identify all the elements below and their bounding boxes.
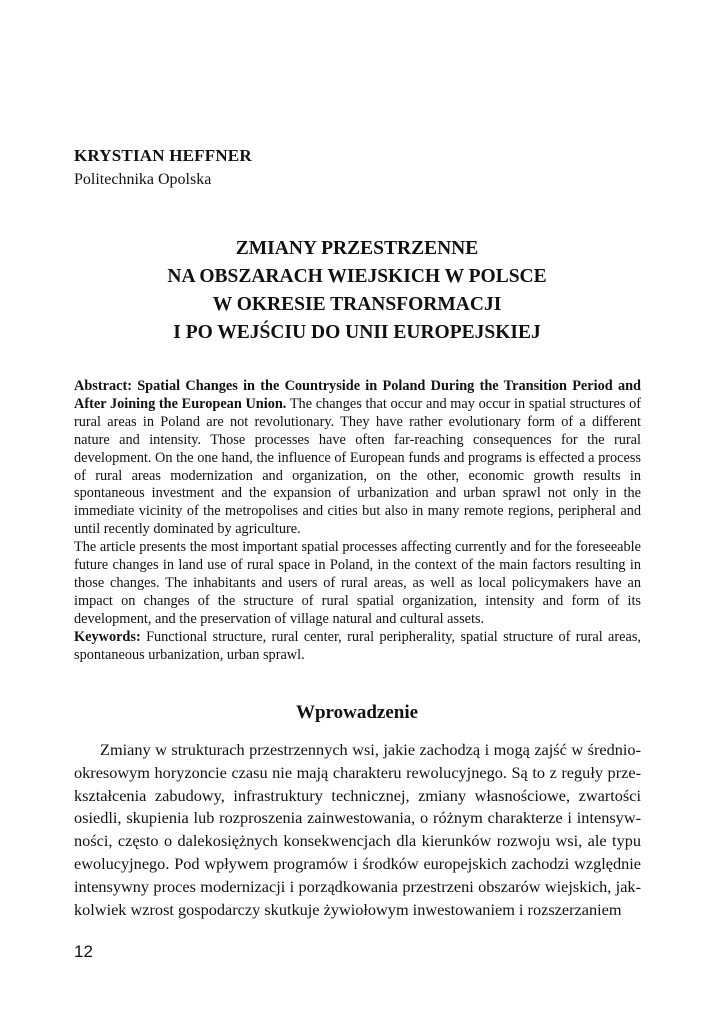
abstract-paragraph: The article presents the most important spatial processes affecting currently and for the foreseeable future changes in land use of rural space in Poland, in the context of the main factors resulting in those changes. The inhabitants and users of rural areas, as well as local policymakers have an impact on changes of the structure of rural spatial organization, intensity and form of its development, and the preservation of village natural and cultural assets. xyxy=(74,539,641,627)
title-line: I PO WEJŚCIU DO UNII EUROPEJSKIEJ xyxy=(173,322,541,343)
abstract xyxy=(74,378,641,665)
abstract-paragraph xyxy=(74,378,641,539)
body-paragraph: Zmiany w strukturach przestrzennych wsi, jakie zachodzą i mogą zajść w średniookresowym horyzoncie czasu nie mają charakteru rewolucyjnego. Są to z reguły przekształcenia zabudowy, infrastruktury technicznej, zmiany własnościowe, zwartości osiedli, skupienia lub rozproszenia zainwestowania, o różnym charakterze i intensywności, często o dalekosiężnych konsekwencjach dla kierunków rozwoju wsi, ale typu ewolucyjnego. Pod wpływem programów i środków europejskich zachodzi względnie intensywny proces modernizacji i porządkowania przestrzeni obszarów wiejskich, jakkolwiek wzrost gospodarczy skutkuje żywiołowym inwestowaniem i rozszerzaniem xyxy=(74,740,641,919)
abstract-text: The changes that occur and may occur in spatial structures of rural areas in Poland are not revolutionary. They have rather evolutionary form of a different nature and intensity. Those processes have often far-reaching consequences for the rural development. On the one hand, the influence of European funds and programs is effected a process of rural areas modernization and organization, on the other, economic growth results in spontaneous investment and the expansion of urbanization and urban sprawl not only in the immediate vicinity of the metropolises and cities but also in many remote regions, peripheral and until recently dominated by agriculture. xyxy=(74,395,641,538)
author-name: KRYSTIAN HEFFNER xyxy=(74,146,252,165)
keywords-text: Functional structure, rural center, rural peripherality, spatial structure of rural areas, spontaneous urbanization, urban sprawl. xyxy=(74,628,641,663)
abstract-lead: Abstract: Spatial Changes in the Countryside in Poland During the Transition Period and After Joining the European Union. xyxy=(74,378,641,412)
page-number: 12 xyxy=(74,942,93,961)
section-heading: Wprowadzenie xyxy=(295,702,419,723)
title-line: ZMIANY PRZESTRZENNE xyxy=(235,238,479,259)
keywords xyxy=(74,629,641,665)
author-affiliation: Politechnika Opolska xyxy=(74,171,212,188)
title-line: NA OBSZARACH WIEJSKICH W POLSCE xyxy=(167,266,547,287)
title-line: W OKRESIE TRANSFORMACJI xyxy=(212,294,502,315)
keywords-label: Keywords: xyxy=(74,628,141,645)
article-title xyxy=(60,235,654,347)
